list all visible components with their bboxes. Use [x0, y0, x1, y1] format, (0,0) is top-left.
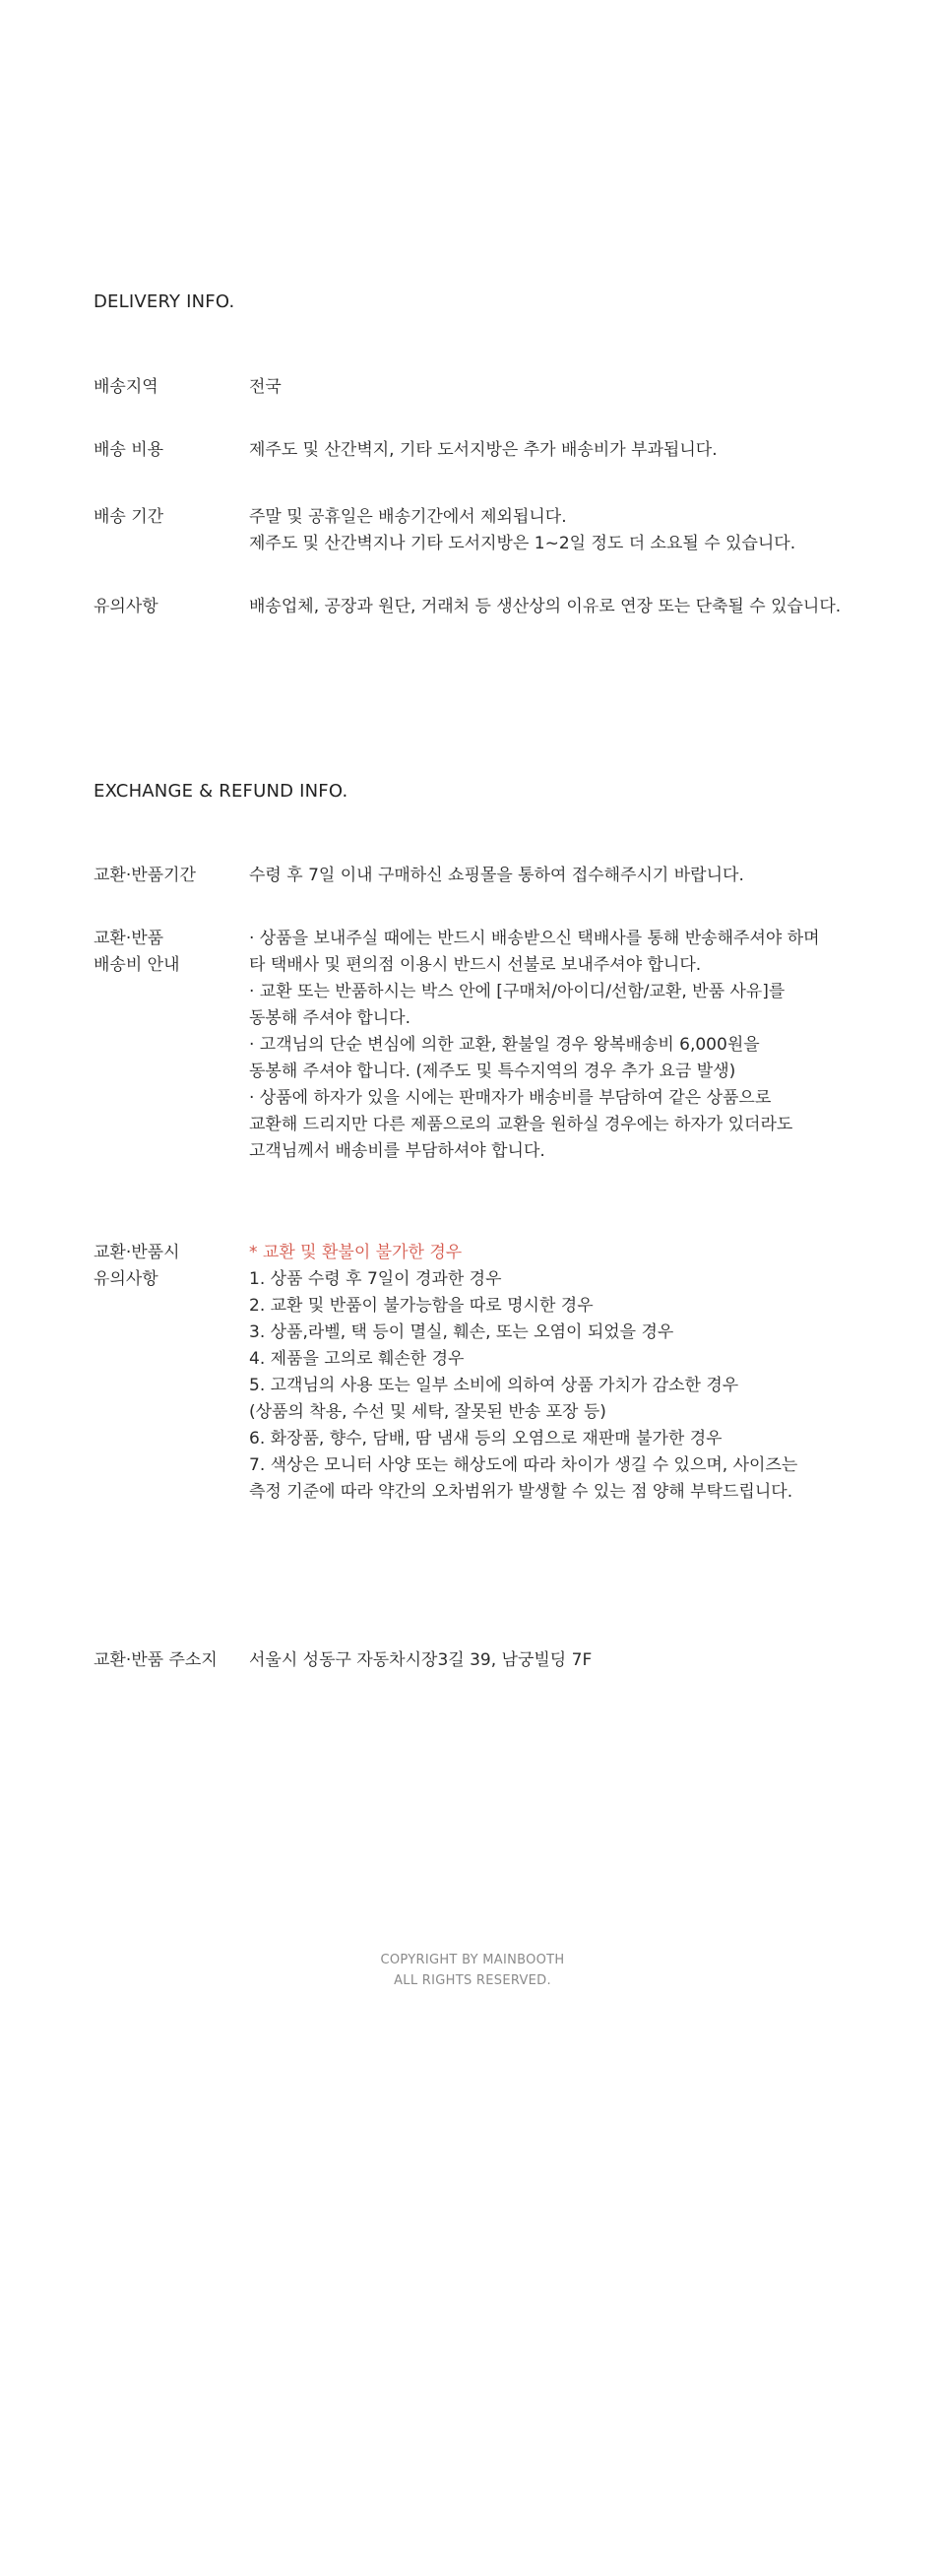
exchange-row-notice	[94, 1240, 881, 1506]
exchange-period-label: 교환·반품기간	[94, 866, 196, 885]
delivery-row-notes	[94, 594, 881, 620]
delivery-region-text: 전국	[249, 377, 282, 397]
delivery-title: DELIVERY INFO.	[94, 291, 235, 312]
exchange-row-shipping	[94, 926, 881, 1165]
shipping-bullet-3: · 고객님의 단순 변심에 의한 교환, 환불일 경우 왕복배송비 6,000원을 동봉해 주셔야 합니다. (제주도 및 특수지역의 경우 추가 요금 발생)	[249, 1035, 760, 1081]
notice-item-3: 3. 상품,라벨, 택 등이 멸실, 훼손, 또는 오염이 되었을 경우	[249, 1322, 674, 1342]
delivery-row-cost	[94, 437, 881, 464]
delivery-period-label: 배송 기간	[94, 507, 164, 527]
delivery-notes-label: 유의사항	[94, 597, 158, 616]
delivery-region-label: 배송지역	[94, 377, 158, 397]
delivery-cost-text: 제주도 및 산간벽지, 기타 도서지방은 추가 배송비가 부과됩니다.	[249, 440, 718, 460]
exchange-title: EXCHANGE & REFUND INFO.	[94, 781, 348, 802]
notice-heading: * 교환 및 환불이 불가한 경우	[249, 1243, 463, 1262]
delivery-cost-label: 배송 비용	[94, 440, 164, 460]
notice-item-6: 6. 화장품, 향수, 담배, 땀 냄새 등의 오염으로 재판매 불가한 경우	[249, 1429, 723, 1449]
exchange-period-text: 수령 후 7일 이내 구매하신 쇼핑몰을 통하여 접수해주시기 바랍니다.	[249, 866, 744, 885]
exchange-notice-label: 교환·반품시 유의사항	[94, 1243, 180, 1289]
notice-item-7: 7. 색상은 모니터 사양 또는 해상도에 따라 차이가 생길 수 있으며, 사이즈는 측정 기준에 따라 약간의 오차범위가 발생할 수 있는 점 양해 부탁드립니다.	[249, 1455, 798, 1502]
exchange-row-address	[94, 1647, 881, 1674]
exchange-shipping-label: 교환·반품 배송비 안내	[94, 929, 180, 975]
notice-item-4: 4. 제품을 고의로 훼손한 경우	[249, 1349, 465, 1369]
delivery-notes-text: 배송업체, 공장과 원단, 거래처 등 생산상의 이유로 연장 또는 단축될 수 있습니다.	[249, 597, 842, 616]
footer-rights: ALL RIGHTS RESERVED.	[394, 1973, 551, 1988]
footer-copyright: COPYRIGHT BY MAINBOOTH	[380, 1953, 565, 1967]
delivery-period-text-1: 주말 및 공휴일은 배송기간에서 제외됩니다.	[249, 507, 567, 527]
notice-item-5: 5. 고객님의 사용 또는 일부 소비에 의하여 상품 가치가 감소한 경우 (상품의 착용, 수선 및 세탁, 잘못된 반송 포장 등)	[249, 1376, 739, 1422]
footer	[0, 1950, 945, 1991]
exchange-address-label: 교환·반품 주소지	[94, 1650, 218, 1670]
delivery-row-region	[94, 374, 881, 401]
delivery-period-text-2: 제주도 및 산간벽지나 기타 도서지방은 1~2일 정도 더 소요될 수 있습니다.	[249, 534, 796, 553]
shipping-bullet-2: · 교환 또는 반품하시는 박스 안에 [구매처/아이디/선함/교환, 반품 사유]를 동봉해 주셔야 합니다.	[249, 982, 786, 1028]
shipping-bullet-4: · 상품에 하자가 있을 시에는 판매자가 배송비를 부담하여 같은 상품으로 교환해 드리지만 다른 제품으로의 교환을 원하실 경우에는 하자가 있더라도 고객님께서 배송비를 부담하셔야 합니다.	[249, 1088, 793, 1161]
notice-item-1: 1. 상품 수령 후 7일이 경과한 경우	[249, 1269, 502, 1289]
delivery-row-period	[94, 504, 881, 557]
exchange-row-period	[94, 863, 881, 889]
shipping-bullet-1: · 상품을 보내주실 때에는 반드시 배송받으신 택배사를 통해 반송해주셔야 하며 타 택배사 및 편의점 이용시 반드시 선불로 보내주셔야 합니다.	[249, 929, 820, 975]
exchange-address-text: 서울시 성동구 자동차시장3길 39, 남궁빌딩 7F	[249, 1650, 593, 1670]
notice-item-2: 2. 교환 및 반품이 불가능함을 따로 명시한 경우	[249, 1296, 594, 1316]
